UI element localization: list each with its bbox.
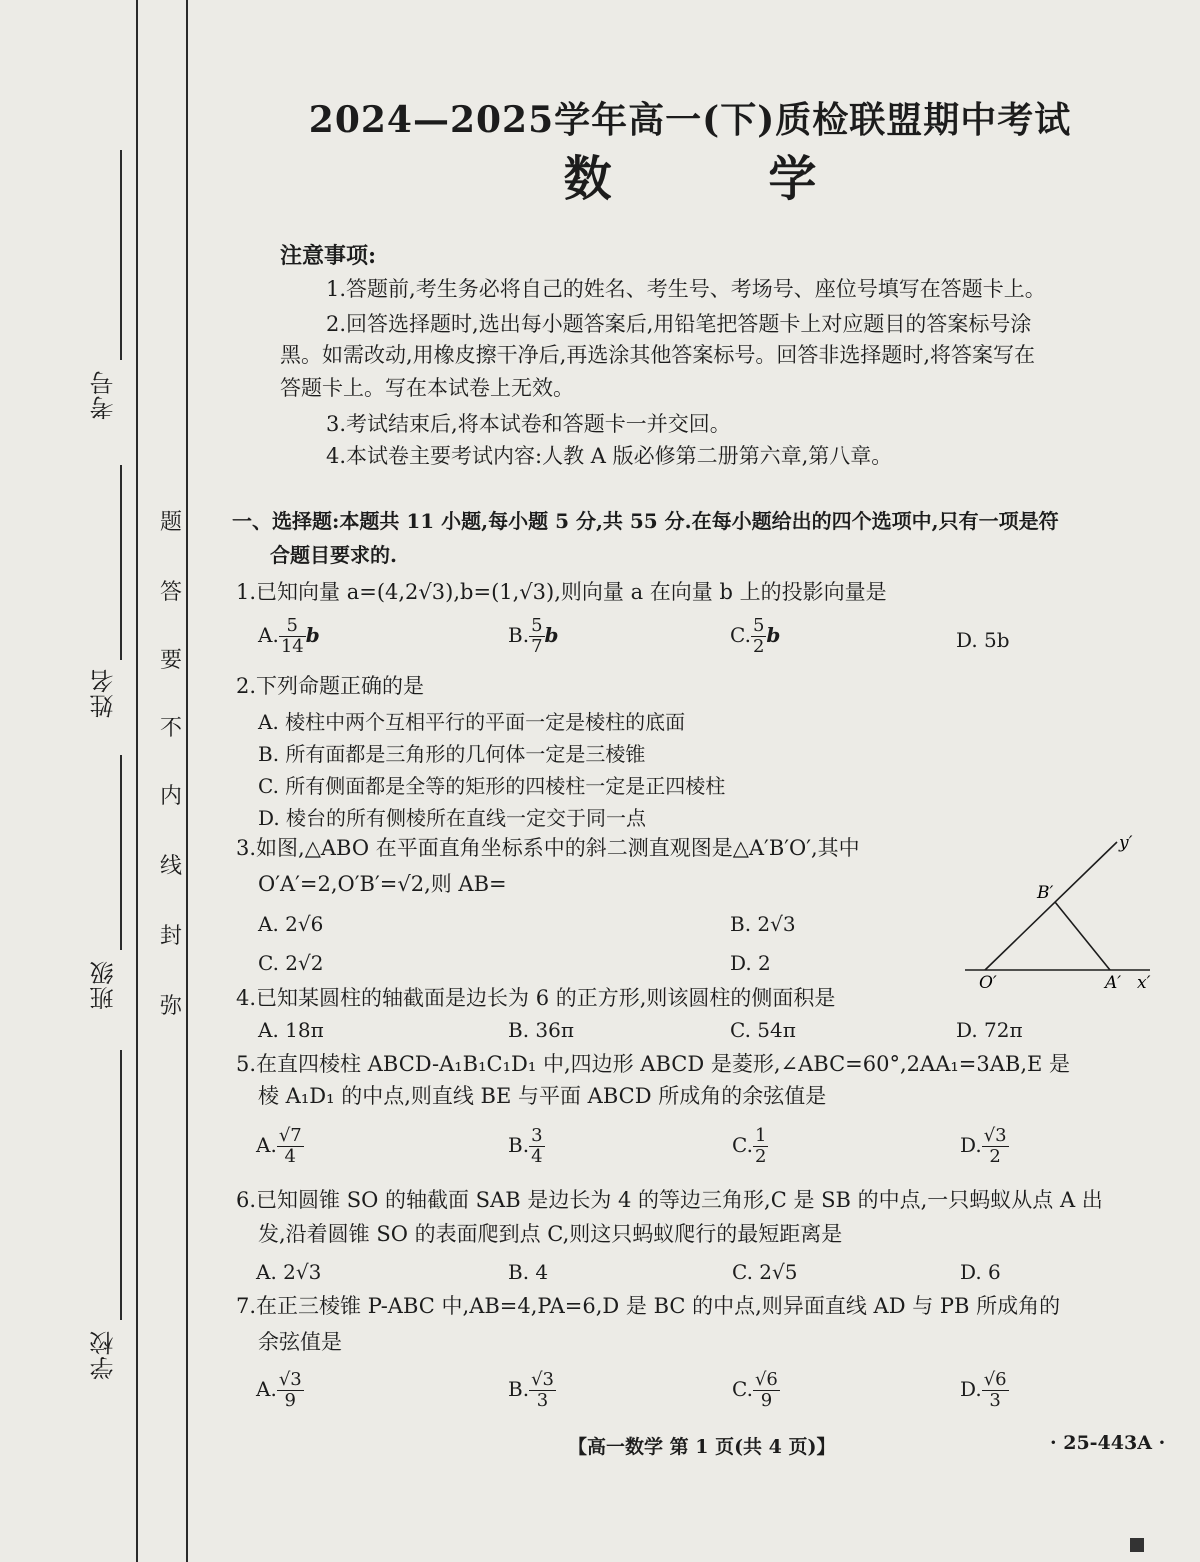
- xingming-field: [120, 465, 122, 660]
- q6-stem: 6.已知圆锥 SO 的轴截面 SAB 是边长为 4 的等边三角形,C 是 SB 的中点,一只蚂蚁从点 A 出: [236, 1188, 1103, 1212]
- q4-option-c: C. 54π: [730, 1018, 796, 1042]
- q2-option-b: B. 所有面都是三角形的几何体一定是三棱锥: [258, 742, 646, 766]
- seal-char: 不: [160, 716, 183, 741]
- q6-option-c: C. 2√5: [732, 1260, 798, 1284]
- q3-option-b: B. 2√3: [730, 912, 796, 936]
- q7-stem: 7.在正三棱锥 P-ABC 中,AB=4,PA=6,D 是 BC 的中点,则异面直线 AD 与 PB 所成角的: [236, 1294, 1061, 1318]
- notice-line: 黑。如需改动,用橡皮擦干净后,再选涂其他答案标号。回答非选择题时,将答案写在: [280, 343, 1036, 367]
- q4-option-d: D. 72π: [956, 1018, 1023, 1042]
- seal-char: 答: [160, 580, 183, 605]
- q2-option-a: A. 棱柱中两个互相平行的平面一定是棱柱的底面: [258, 710, 686, 734]
- q5-stem-cont: 棱 A₁D₁ 的中点,则直线 BE 与平面 ABCD 所成角的余弦值是: [258, 1084, 827, 1108]
- q1-option-d: D. 5b: [956, 628, 1010, 652]
- q5-option-b: B. $\frac{3}{4}$: [508, 1125, 543, 1167]
- section1-heading-cont: 合题目要求的.: [270, 543, 397, 567]
- notice-line: 4.本试卷主要考试内容:人教 A 版必修第二册第六章,第八章。: [326, 444, 893, 468]
- banji-label: 班级: [90, 960, 118, 1010]
- notice-line: 1.答题前,考生务必将自己的姓名、考生号、考场号、座位号填写在答题卡上。: [326, 277, 1046, 301]
- subject-title: 数 学: [563, 151, 887, 207]
- page-footer: 【高一数学 第 1 页(共 4 页)】: [568, 1436, 836, 1458]
- q6-option-d: D. 6: [960, 1260, 1001, 1284]
- kaohao-field: [120, 150, 122, 360]
- q1-option-b: B. $\frac{5}{7}$ b: [508, 615, 559, 657]
- notice-line: 2.回答选择题时,选出每小题答案后,用铅笔把答题卡上对应题目的答案标号涂: [326, 312, 1032, 336]
- q3-stem: 3.如图,△ABO 在平面直角坐标系中的斜二测直观图是△A′B′O′,其中: [236, 836, 860, 860]
- xuexiao-field: [120, 1050, 122, 1320]
- q7-option-d: D. $\frac{√6}{3}$: [960, 1369, 1007, 1411]
- seal-char: 内: [160, 784, 183, 809]
- q6-option-a: A. 2√3: [256, 1260, 322, 1284]
- binding-line-inner: [186, 0, 188, 1562]
- segment-b-a: [1055, 902, 1110, 970]
- point-o-label: O′: [979, 973, 997, 993]
- banji-field: [120, 755, 122, 950]
- seal-char: 要: [160, 648, 183, 673]
- seal-char: 题: [160, 510, 183, 535]
- q3-option-c: C. 2√2: [258, 951, 324, 975]
- q1-option-a: A. $\frac{5}{14}$ b: [258, 615, 320, 657]
- xingming-label: 姓名: [90, 668, 118, 718]
- q7-option-c: C. $\frac{√6}{9}$: [732, 1369, 778, 1411]
- q7-stem-cont: 余弦值是: [258, 1330, 342, 1354]
- point-a-label: A′: [1105, 973, 1122, 993]
- q2-option-c: C. 所有侧面都是全等的矩形的四棱柱一定是正四棱柱: [258, 774, 726, 798]
- qr-code-icon: [1130, 1538, 1144, 1552]
- q3-option-d: D. 2: [730, 951, 771, 975]
- x-axis-label: x′: [1137, 973, 1151, 993]
- q5-option-d: D. $\frac{√3}{2}$: [960, 1125, 1007, 1167]
- q5-option-c: C. $\frac{1}{2}$: [732, 1125, 767, 1167]
- y-axis-label: y′: [1119, 833, 1133, 853]
- q4-stem: 4.已知某圆柱的轴截面是边长为 6 的正方形,则该圆柱的侧面积是: [236, 986, 836, 1010]
- q6-stem-cont: 发,沿着圆锥 SO 的表面爬到点 C,则这只蚂蚁爬行的最短距离是: [258, 1222, 843, 1246]
- q3-option-a: A. 2√6: [258, 912, 324, 936]
- notice-heading: 注意事项:: [280, 243, 377, 269]
- q3-figure: [955, 830, 1165, 995]
- q1-option-c: C. $\frac{5}{2}$ b: [730, 615, 781, 657]
- q7-option-a: A. $\frac{√3}{9}$: [256, 1369, 302, 1411]
- point-b-label: B′: [1037, 883, 1054, 903]
- binding-line-outer: [136, 0, 138, 1562]
- q2-option-d: D. 棱台的所有侧棱所在直线一定交于同一点: [258, 806, 647, 830]
- y-axis: [985, 842, 1117, 970]
- section1-heading: 一、选择题:本题共 11 小题,每小题 5 分,共 55 分.在每小题给出的四个选项中,只有一项是符: [232, 509, 1059, 533]
- q3-stem-cont: O′A′=2,O′B′=√2,则 AB=: [258, 872, 507, 896]
- seal-char: 封: [160, 924, 183, 949]
- q5-stem: 5.在直四棱柱 ABCD-A₁B₁C₁D₁ 中,四边形 ABCD 是菱形,∠ABC=60°,2AA₁=3AB,E 是: [236, 1052, 1071, 1076]
- kaohao-label: 考号: [90, 370, 118, 420]
- q2-stem: 2.下列命题正确的是: [236, 674, 425, 698]
- notice-line: 3.考试结束后,将本试卷和答题卡一并交回。: [326, 412, 731, 436]
- q7-option-b: B. $\frac{√3}{3}$: [508, 1369, 554, 1411]
- q4-option-b: B. 36π: [508, 1018, 575, 1042]
- q6-option-b: B. 4: [508, 1260, 549, 1284]
- q1-stem: 1.已知向量 a=(4,2√3),b=(1,√3),则向量 a 在向量 b 上的投影向量是: [236, 580, 887, 604]
- q4-option-a: A. 18π: [258, 1018, 324, 1042]
- notice-line: 答题卡上。写在本试卷上无效。: [280, 376, 574, 400]
- seal-char: 线: [160, 854, 183, 879]
- paper-code: · 25-443A ·: [1050, 1432, 1166, 1454]
- xuexiao-label: 学校: [90, 1330, 118, 1380]
- q5-option-a: A. $\frac{√7}{4}$: [256, 1125, 302, 1167]
- exam-title: 2024—2025学年高一(下)质检联盟期中考试: [308, 99, 1072, 141]
- seal-char: 弥: [160, 994, 183, 1019]
